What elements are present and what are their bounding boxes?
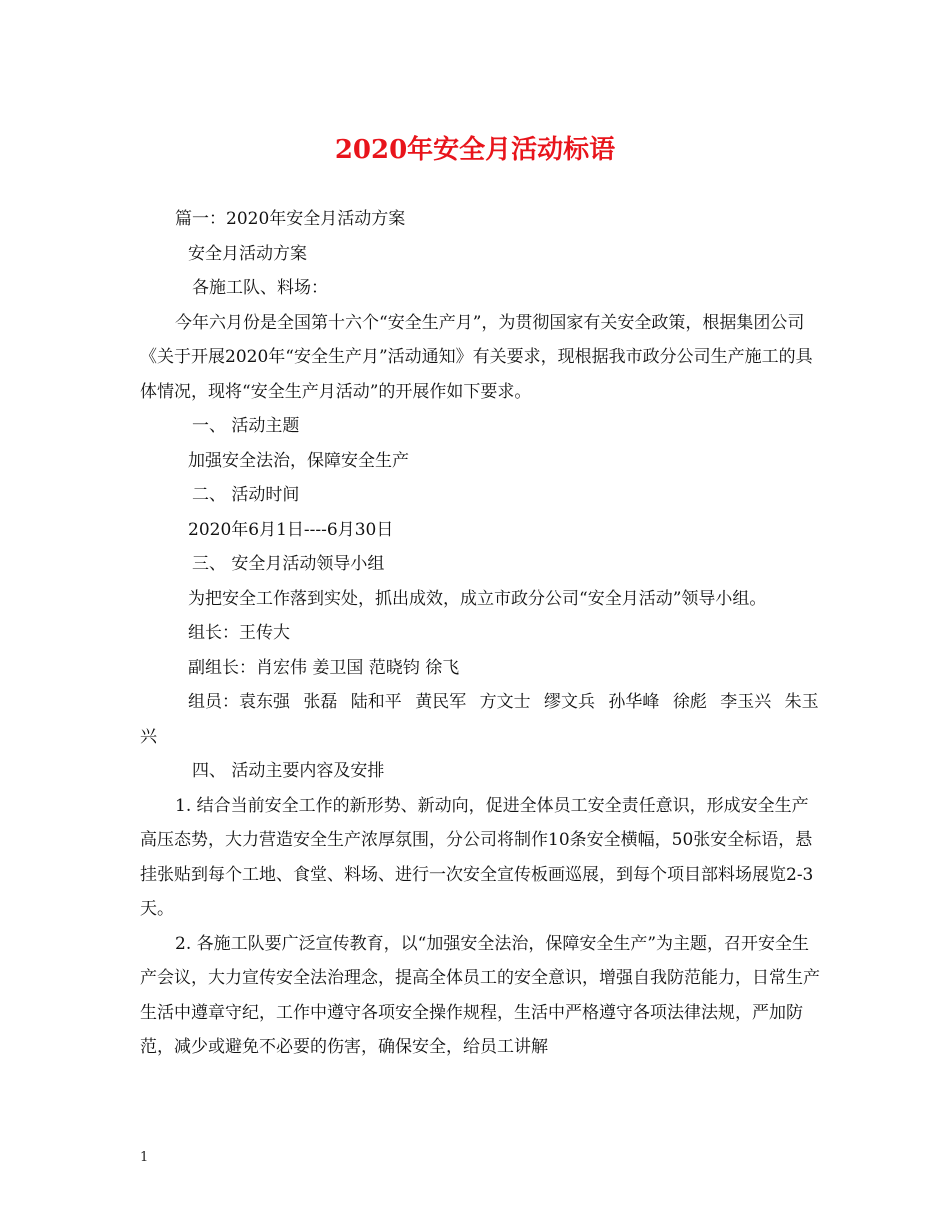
section-heading: 篇一：2020年安全月活动方案 <box>175 209 406 229</box>
heading-activity-time: 二、 活动时间 <box>192 485 300 505</box>
heading-leadership-group: 三、 安全月活动领导小组 <box>192 554 385 574</box>
intro-paragraph: 今年六月份是全国第十六个“安全生产月”，为贯彻国家有关安全政策，根据集团公司《关于开展2020年“安全生产月”活动通知》有关要求，现根据我市政分公司生产施工的具体情况，现将“安全生产月活动”的开展作如下要求。 <box>140 312 813 402</box>
document-title: 2020年安全月活动标语 <box>334 135 616 165</box>
deputy-leaders: 副组长：肖宏伟 姜卫国 范晓钧 徐飞 <box>188 657 460 678</box>
document-body <box>140 202 820 1065</box>
page-number: 1 <box>140 1150 149 1165</box>
heading-activity-theme: 一、 活动主题 <box>192 416 300 436</box>
heading-activity-contents: 四、 活动主要内容及安排 <box>192 761 385 781</box>
addressee: 各施工队、料场： <box>192 278 328 298</box>
plan-title: 安全月活动方案 <box>188 243 307 264</box>
activity-time-text: 2020年6月1日----6月30日 <box>188 519 394 540</box>
group-leader: 组长：王传大 <box>188 623 290 643</box>
content-item-1: 1. 结合当前安全工作的新形势、新动向，促进全体员工安全责任意识，形成安全生产高压态势，大力营造安全生产浓厚氛围，分公司将制作10条安全横幅，50张安全标语，悬挂张贴到每个工地、食堂、料场、进行一次安全宣传板画巡展，到每个项目部料场展览2-3天。 <box>140 795 814 919</box>
group-members: 组员：袁东强 张磊 陆和平 黄民军 方文士 缪文兵 孙华峰 徐彪 李玉兴 朱玉兴 <box>140 692 819 747</box>
leadership-group-paragraph: 为把安全工作落到实处，抓出成效，成立市政分公司“安全月活动”领导小组。 <box>188 588 767 609</box>
activity-theme-text: 加强安全法治，保障安全生产 <box>188 450 409 471</box>
content-item-2: 2. 各施工队要广泛宣传教育，以“加强安全法治，保障安全生产”为主题，召开安全生产会议，大力宣传安全法治理念，提高全体员工的安全意识，增强自我防范能力，日常生产生活中遵章守纪，工作中遵守各项安全操作规程，生活中严格遵守各项法律法规，严加防范，减少或避免不必要的伤害，确保安全，给员工讲解 <box>140 933 820 1057</box>
